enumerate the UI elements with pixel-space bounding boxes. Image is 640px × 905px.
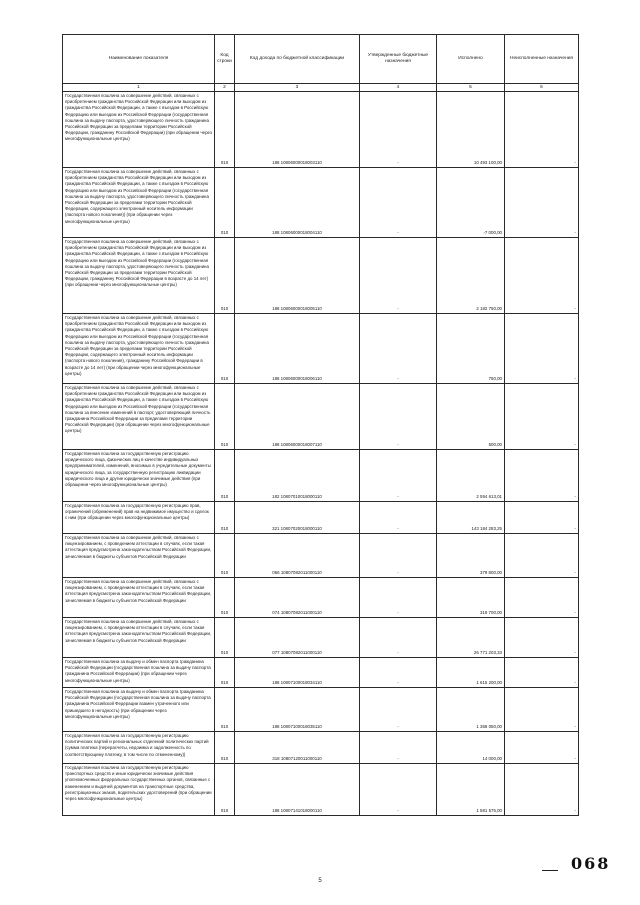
row-approved: -: [360, 168, 437, 238]
page-number: 5: [318, 878, 322, 884]
row-budget-code: 066 10807082011000110: [235, 534, 360, 578]
row-name: Государственная пошлина за выдачу и обмен паспорта гражданина Российской Федерации (государственная пошлина за выдачу паспорта гражданина Российской Федерации взамен утраченного или пришедшего в негодность) (при обращении через многофункциональные центры): [63, 688, 215, 732]
row-approved: -: [360, 314, 437, 384]
row-executed: 319 700,00: [437, 578, 505, 618]
column-number: 6: [505, 84, 579, 92]
row-executed: 2 594 613,01: [437, 450, 505, 502]
header-executed: Исполнено: [437, 35, 505, 84]
row-approved: -: [360, 534, 437, 578]
row-budget-code: 188 10806000018007110: [235, 384, 360, 450]
row-unexecuted: -: [505, 578, 579, 618]
report-table: [62, 34, 579, 816]
header-code: Код строки: [215, 35, 235, 84]
column-number: 1: [63, 84, 215, 92]
table-row: [63, 764, 579, 816]
row-line-code: 010: [215, 618, 235, 658]
handwritten-page-stamp: 068: [571, 854, 611, 873]
row-line-code: 010: [215, 732, 235, 764]
row-line-code: 010: [215, 764, 235, 816]
row-approved: -: [360, 502, 437, 534]
row-executed: -7 000,00: [437, 168, 505, 238]
row-unexecuted: -: [505, 658, 579, 688]
row-unexecuted: -: [505, 92, 579, 168]
row-line-code: 010: [215, 688, 235, 732]
row-approved: -: [360, 764, 437, 816]
row-line-code: 010: [215, 238, 235, 314]
row-line-code: 010: [215, 450, 235, 502]
table-row: [63, 732, 579, 764]
row-unexecuted: -: [505, 238, 579, 314]
row-executed: 10 493 100,00: [437, 92, 505, 168]
row-name: Государственная пошлина за государственную регистрацию транспортных средств и иные юридически значимые действия уполномоченных федеральных государственных органов, связанные с изменением и выдачей документов на транспортные средства, регистрационных знаков, водительских удостоверений (при обращении через многофункциональные центры): [63, 764, 215, 816]
header-kbk: Код дохода по бюджетной классификации: [235, 35, 360, 84]
row-budget-code: 321 10807020018000110: [235, 502, 360, 534]
row-executed: 379 800,00: [437, 534, 505, 578]
table-row: [63, 578, 579, 618]
row-executed: 500,00: [437, 384, 505, 450]
row-unexecuted: -: [505, 764, 579, 816]
table-row: [63, 534, 579, 578]
row-approved: -: [360, 578, 437, 618]
table-row: [63, 238, 579, 314]
row-unexecuted: -: [505, 618, 579, 658]
header-name: Наименование показателя: [63, 35, 215, 84]
column-number: 3: [235, 84, 360, 92]
row-executed: 2 182 750,00: [437, 238, 505, 314]
row-name: Государственная пошлина за совершение действий, связанных с лицензированием, с проведением аттестации в случаях, если такая аттестация предусмотрена законодательством Российской Федерации, зачисляемая в бюджеты субъектов Российской Федерации: [63, 534, 215, 578]
header-row: [63, 35, 579, 84]
row-name: Государственная пошлина за государственную регистрацию юридического лица, физических лиц в качестве индивидуальных предпринимателей, изменений, вносимых в учредительные документы юридического лица, за государственную регистрацию ликвидации юридического лица и другие юридически значимые действия (при обращении через многофункциональные центры): [63, 450, 215, 502]
header-approved: Утвержденные бюджетные назначения: [360, 35, 437, 84]
row-line-code: 010: [215, 578, 235, 618]
row-line-code: 010: [215, 534, 235, 578]
row-name: Государственная пошлина за выдачу и обмен паспорта гражданина Российской Федерации (государственная пошлина за выдачу паспорта гражданина Российской Федерации) (при обращении через многофункциональные центры): [63, 658, 215, 688]
column-number: 5: [437, 84, 505, 92]
row-approved: -: [360, 92, 437, 168]
row-unexecuted: -: [505, 314, 579, 384]
row-name: Государственная пошлина за совершение действий, связанных с приобретением гражданства Российской Федерации или выходом из гражданства Российской Федерации, а также с въездом в Российскую Федерацию или выездом из Российской Федерации (государственная пошлина за выдачу паспорта, удостоверяющего личность гражданина Российской Федерации за пределами территории Российской Федерации, содержащего электронный носитель информации (паспорта нового поколения), гражданину Российской Федерации в возрасте до 14 лет) (при обращении через многофункциональные центры): [63, 314, 215, 384]
table-body: [63, 92, 579, 816]
row-approved: -: [360, 732, 437, 764]
row-name: Государственная пошлина за совершение действий, связанных с лицензированием, с проведением аттестации в случаях, если такая аттестация предусмотрена законодательством Российской Федерации, зачисляемая в бюджеты субъектов Российской Федерации: [63, 618, 215, 658]
row-budget-code: 188 10807100018035110: [235, 688, 360, 732]
row-budget-code: 188 10807100018034110: [235, 658, 360, 688]
row-line-code: 010: [215, 168, 235, 238]
row-approved: -: [360, 658, 437, 688]
column-number: 4: [360, 84, 437, 92]
row-unexecuted: -: [505, 732, 579, 764]
row-budget-code: 182 10807010018000110: [235, 450, 360, 502]
column-number: 2: [215, 84, 235, 92]
row-name: Государственная пошлина за совершение действий, связанных с лицензированием, с проведением аттестации в случаях, если такая аттестация предусмотрена законодательством Российской Федерации, зачисляемая в бюджеты субъектов Российской Федерации: [63, 578, 215, 618]
row-name: Государственная пошлина за государственную регистрацию политических партий и региональных отделений политических партий (сумма платежа (перерасчеты, недоимка и задолженность по соответствующему платежу, в том числе по отмененному)): [63, 732, 215, 764]
table-row: [63, 450, 579, 502]
row-name: Государственная пошлина за совершение действий, связанных с приобретением гражданства Российской Федерации или выходом из гражданства Российской Федерации, а также с въездом в Российскую Федерацию или выездом из Российской Федерации (государственная пошлина за выдачу паспорта, удостоверяющего личность гражданина Российской Федерации за пределами территории Российской Федерации, гражданину Российской Федерации) (при обращении через многофункциональные центры): [63, 92, 215, 168]
row-executed: 14 000,00: [437, 732, 505, 764]
row-line-code: 010: [215, 658, 235, 688]
row-budget-code: 188 10806000018004110: [235, 168, 360, 238]
table-row: [63, 618, 579, 658]
table-row: [63, 688, 579, 732]
table-row: [63, 658, 579, 688]
stamp-dash: [542, 870, 558, 871]
row-unexecuted: -: [505, 168, 579, 238]
row-budget-code: 188 10806000018003110: [235, 92, 360, 168]
row-executed: 26 771 203,33: [437, 618, 505, 658]
row-name: Государственная пошлина за совершение действий, связанных с приобретением гражданства Российской Федерации или выходом из гражданства Российской Федерации, а также с въездом в Российскую Федерацию или выездом из Российской Федерации (государственная пошлина за внесение изменений в паспорт, удостоверяющий личность гражданина Российской Федерации за пределами территории Российской Федерации) (при обращении через многофункциональные центры): [63, 384, 215, 450]
table-row: [63, 502, 579, 534]
row-unexecuted: -: [505, 384, 579, 450]
row-name: Государственная пошлина за совершение действий, связанных с приобретением гражданства Российской Федерации или выходом из гражданства Российской Федерации, а также с въездом в Российскую Федерацию или выездом из Российской Федерации (государственная пошлина за выдачу паспорта, удостоверяющего личность гражданина Российской Федерации за пределами территории Российской Федерации, гражданину Российской Федерации в возрасте до 14 лет) (при обращении через многофункциональные центры): [63, 238, 215, 314]
row-unexecuted: -: [505, 534, 579, 578]
row-executed: 1 368 050,00: [437, 688, 505, 732]
row-budget-code: 188 10806000018006110: [235, 314, 360, 384]
row-approved: -: [360, 688, 437, 732]
row-line-code: 010: [215, 502, 235, 534]
column-number-row: [63, 84, 579, 92]
table-row: [63, 168, 579, 238]
row-approved: -: [360, 450, 437, 502]
row-line-code: 010: [215, 314, 235, 384]
row-unexecuted: -: [505, 450, 579, 502]
row-approved: -: [360, 384, 437, 450]
row-executed: 1 615 200,00: [437, 658, 505, 688]
row-budget-code: 077 10807082011000110: [235, 618, 360, 658]
row-executed: 143 184 283,25: [437, 502, 505, 534]
table-row: [63, 384, 579, 450]
row-approved: -: [360, 238, 437, 314]
header-unexecuted: Неисполненные назначения: [505, 35, 579, 84]
table-row: [63, 92, 579, 168]
row-unexecuted: -: [505, 502, 579, 534]
row-executed: 1 581 575,00: [437, 764, 505, 816]
row-unexecuted: -: [505, 688, 579, 732]
table-row: [63, 314, 579, 384]
row-approved: -: [360, 618, 437, 658]
row-budget-code: 318 10807120011000110: [235, 732, 360, 764]
row-budget-code: 188 10806000018005110: [235, 238, 360, 314]
row-line-code: 010: [215, 384, 235, 450]
row-name: Государственная пошлина за совершение действий, связанных с приобретением гражданства Российской Федерации или выходом из гражданства Российской Федерации, а также с въездом в Российскую Федерацию или выездом из Российской Федерации (государственная пошлина за выдачу паспорта, удостоверяющего личность гражданина Российской Федерации за пределами территории Российской Федерации, содержащего электронный носитель информации (паспорта нового поколения)) (при обращении через многофункциональные центры): [63, 168, 215, 238]
row-budget-code: 188 10807141018000110: [235, 764, 360, 816]
row-name: Государственная пошлина за государственную регистрацию прав, ограничений (обременений) прав на недвижимое имущество и сделок с ним (при обращении через многофункциональные центры): [63, 502, 215, 534]
row-line-code: 010: [215, 92, 235, 168]
row-executed: 750,00: [437, 314, 505, 384]
row-budget-code: 074 10807082011000110: [235, 578, 360, 618]
